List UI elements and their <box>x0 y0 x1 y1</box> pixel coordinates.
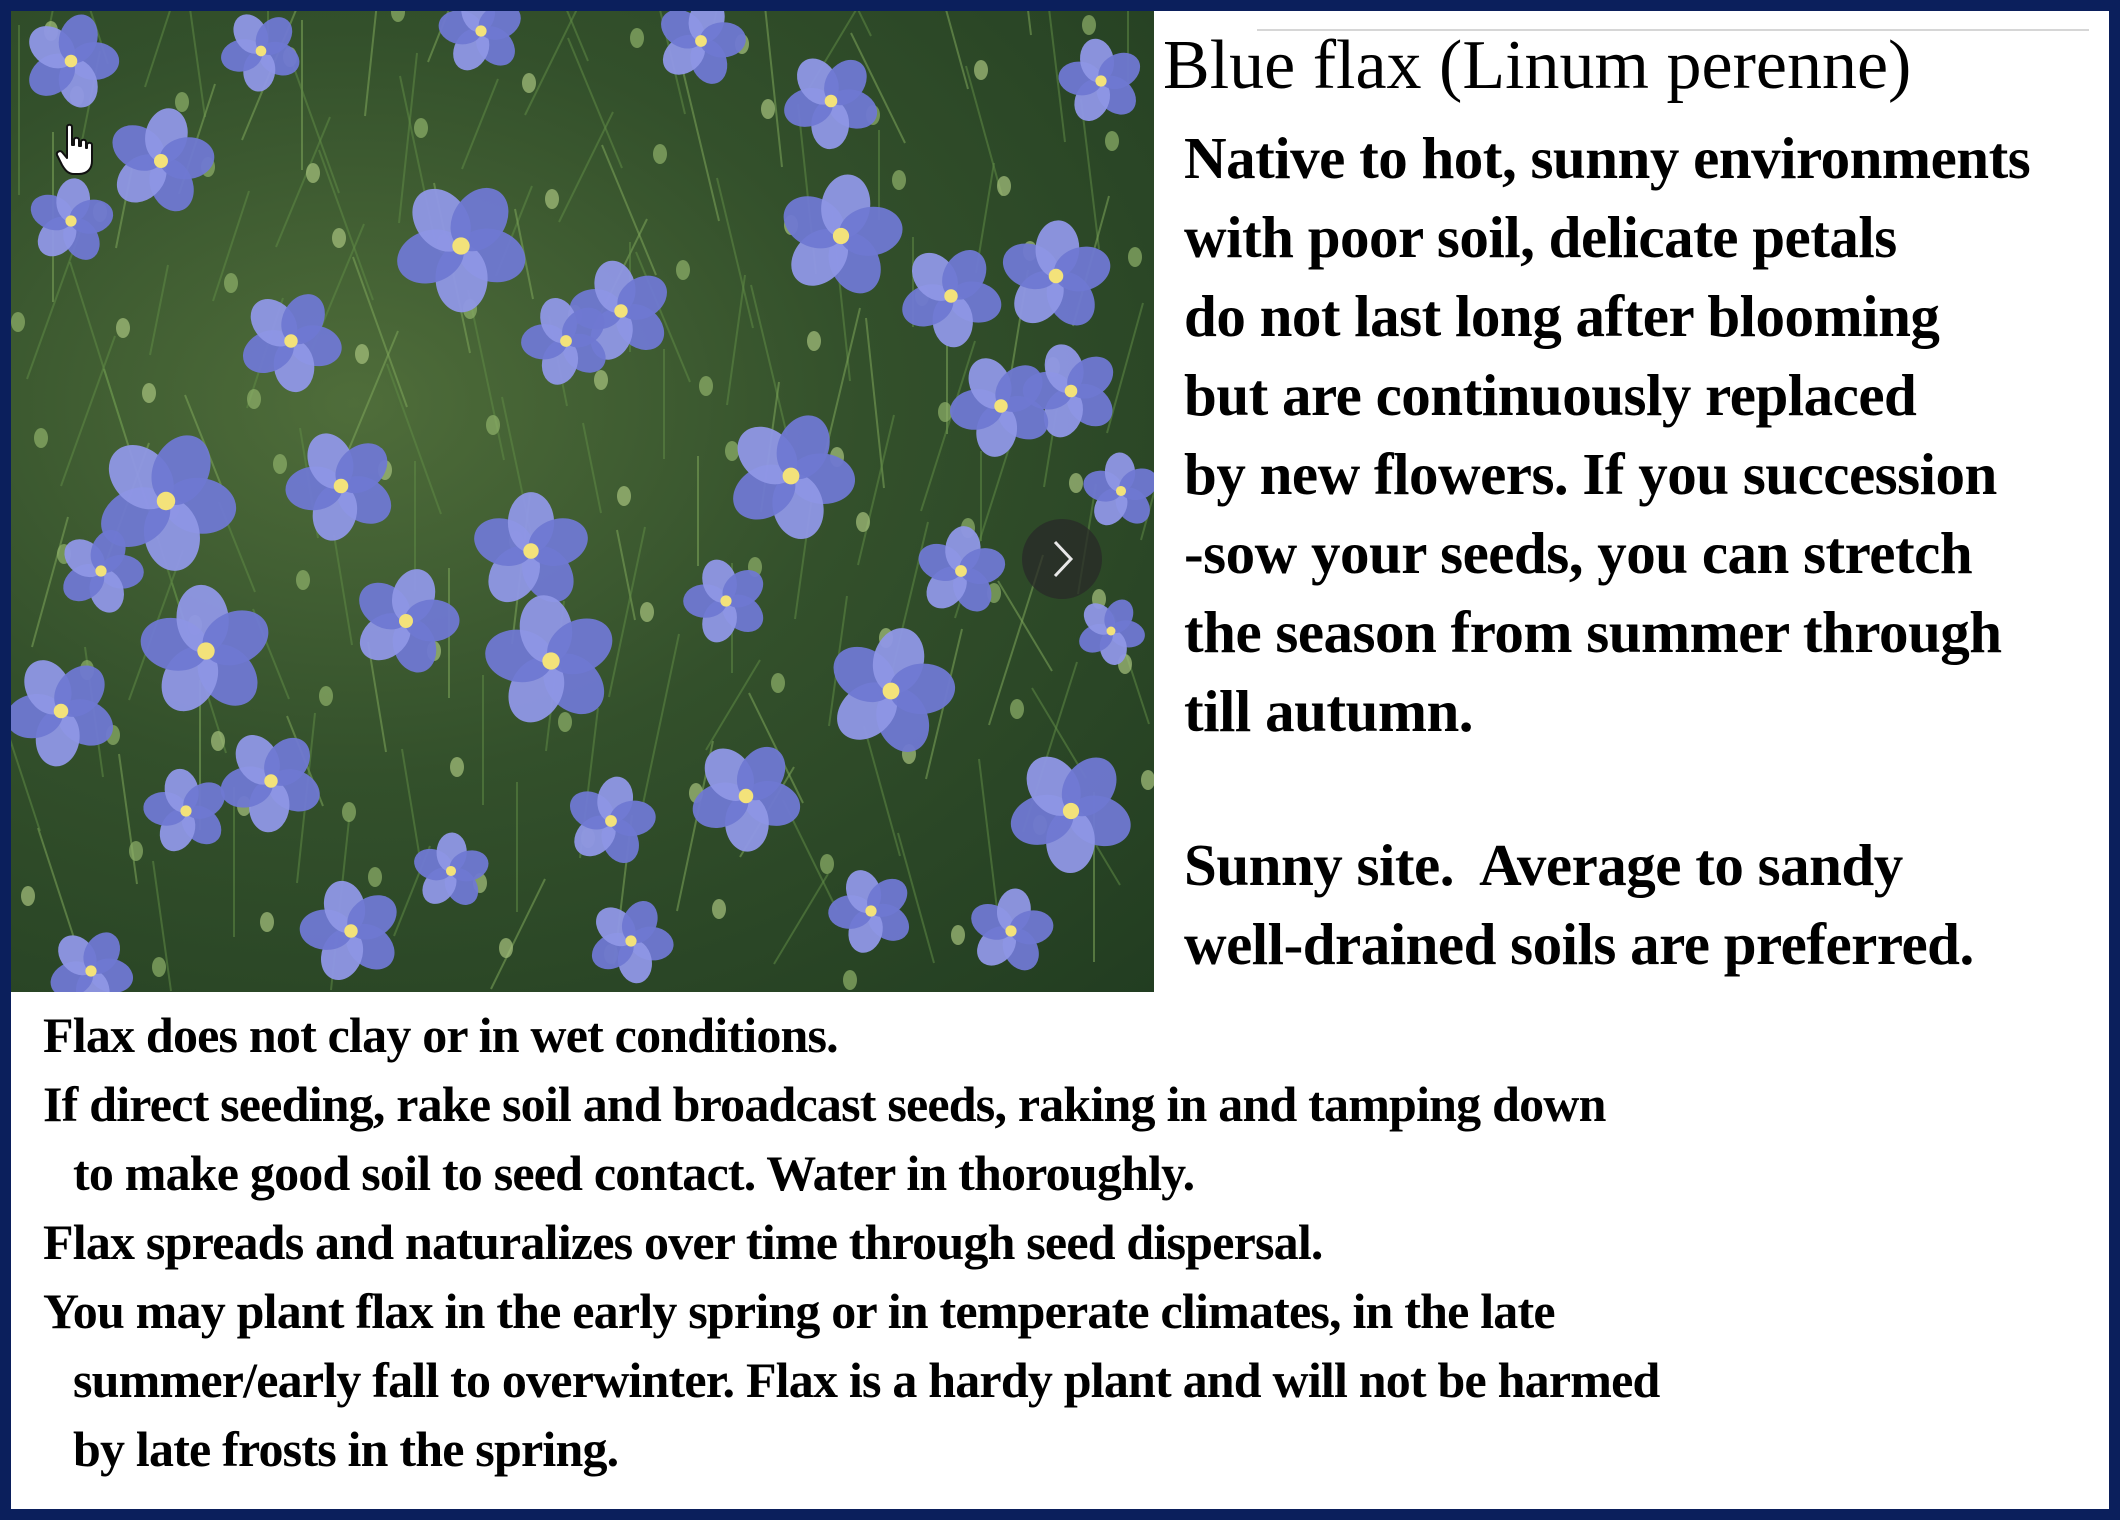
description-line: by new flowers. If you succession <box>1184 441 1997 507</box>
page-title: Blue flax (Linum perenne) <box>1163 27 1912 104</box>
blue-flax-photo <box>11 11 1154 992</box>
site-line: Sunny site. Average to sandy <box>1184 832 1903 898</box>
instruction-line: by late frosts in the spring. <box>73 1421 619 1477</box>
flax-flower <box>823 623 957 760</box>
flax-flower <box>216 727 326 834</box>
site-requirements <box>1184 826 1974 984</box>
description-line: till autumn. <box>1184 678 1474 744</box>
flax-flower <box>654 11 747 89</box>
flax-flower <box>299 876 405 986</box>
flax-flower <box>390 177 532 313</box>
flax-flower <box>585 895 675 986</box>
next-image-button[interactable] <box>1022 519 1102 599</box>
description-line: with poor soil, delicate petals <box>1184 204 1897 270</box>
instruction-line: Flax does not clay or in wet conditions. <box>43 1007 838 1063</box>
instruction-line: You may plant flax in the early spring or in temperate climates, in the late <box>43 1283 1555 1339</box>
flax-flower <box>410 832 493 911</box>
flower-field-image <box>11 11 1154 992</box>
flax-flower <box>21 11 119 113</box>
description-line: Native to hot, sunny environments <box>1184 125 2031 191</box>
flax-flower <box>827 865 916 957</box>
chevron-right-icon <box>1045 538 1079 580</box>
flax-flower <box>104 104 216 218</box>
flax-flower <box>686 738 805 853</box>
instruction-line: Flax spreads and naturalizes over time through seed dispersal. <box>43 1214 1323 1270</box>
flax-flower <box>1074 594 1147 666</box>
description-line: do not last long after blooming <box>1184 283 1940 349</box>
flax-flower <box>136 582 278 721</box>
flax-flower <box>563 774 658 870</box>
flax-flower <box>775 171 906 302</box>
flax-flower <box>218 11 305 93</box>
flax-flower <box>913 525 1009 619</box>
flax-flower <box>481 591 622 732</box>
description-line: the season from summer through <box>1184 599 2002 665</box>
flax-flower <box>45 926 136 992</box>
flax-flower <box>1005 746 1138 873</box>
flax-flower <box>25 177 116 267</box>
flax-flower <box>1056 36 1146 127</box>
description-line: -sow your seeds, you can stretch <box>1184 520 1973 586</box>
flax-flower <box>468 492 594 612</box>
instruction-line: to make good soil to seed contact. Water in thoroughly. <box>73 1145 1195 1201</box>
flax-flower <box>350 564 460 679</box>
flax-flower <box>142 766 232 857</box>
site-line: well-drained soils are preferred. <box>1184 911 1974 977</box>
flax-flower <box>11 652 121 769</box>
instruction-line: summer/early fall to overwinter. Flax is a hardy plant and will not be harmed <box>73 1352 1660 1408</box>
planting-instructions <box>43 1001 1660 1484</box>
instruction-line: If direct seeding, rake soil and broadcast seeds, raking in and tamping down <box>43 1076 1606 1132</box>
slide <box>11 11 2109 1509</box>
flax-flower <box>723 407 857 544</box>
flax-flower <box>236 286 345 394</box>
flax-flower <box>947 351 1055 460</box>
flax-flower <box>965 886 1056 976</box>
description <box>1184 119 2030 751</box>
description-line: but are continuously replaced <box>1184 362 1917 428</box>
flax-flower <box>284 426 400 545</box>
flax-flower <box>436 11 527 77</box>
